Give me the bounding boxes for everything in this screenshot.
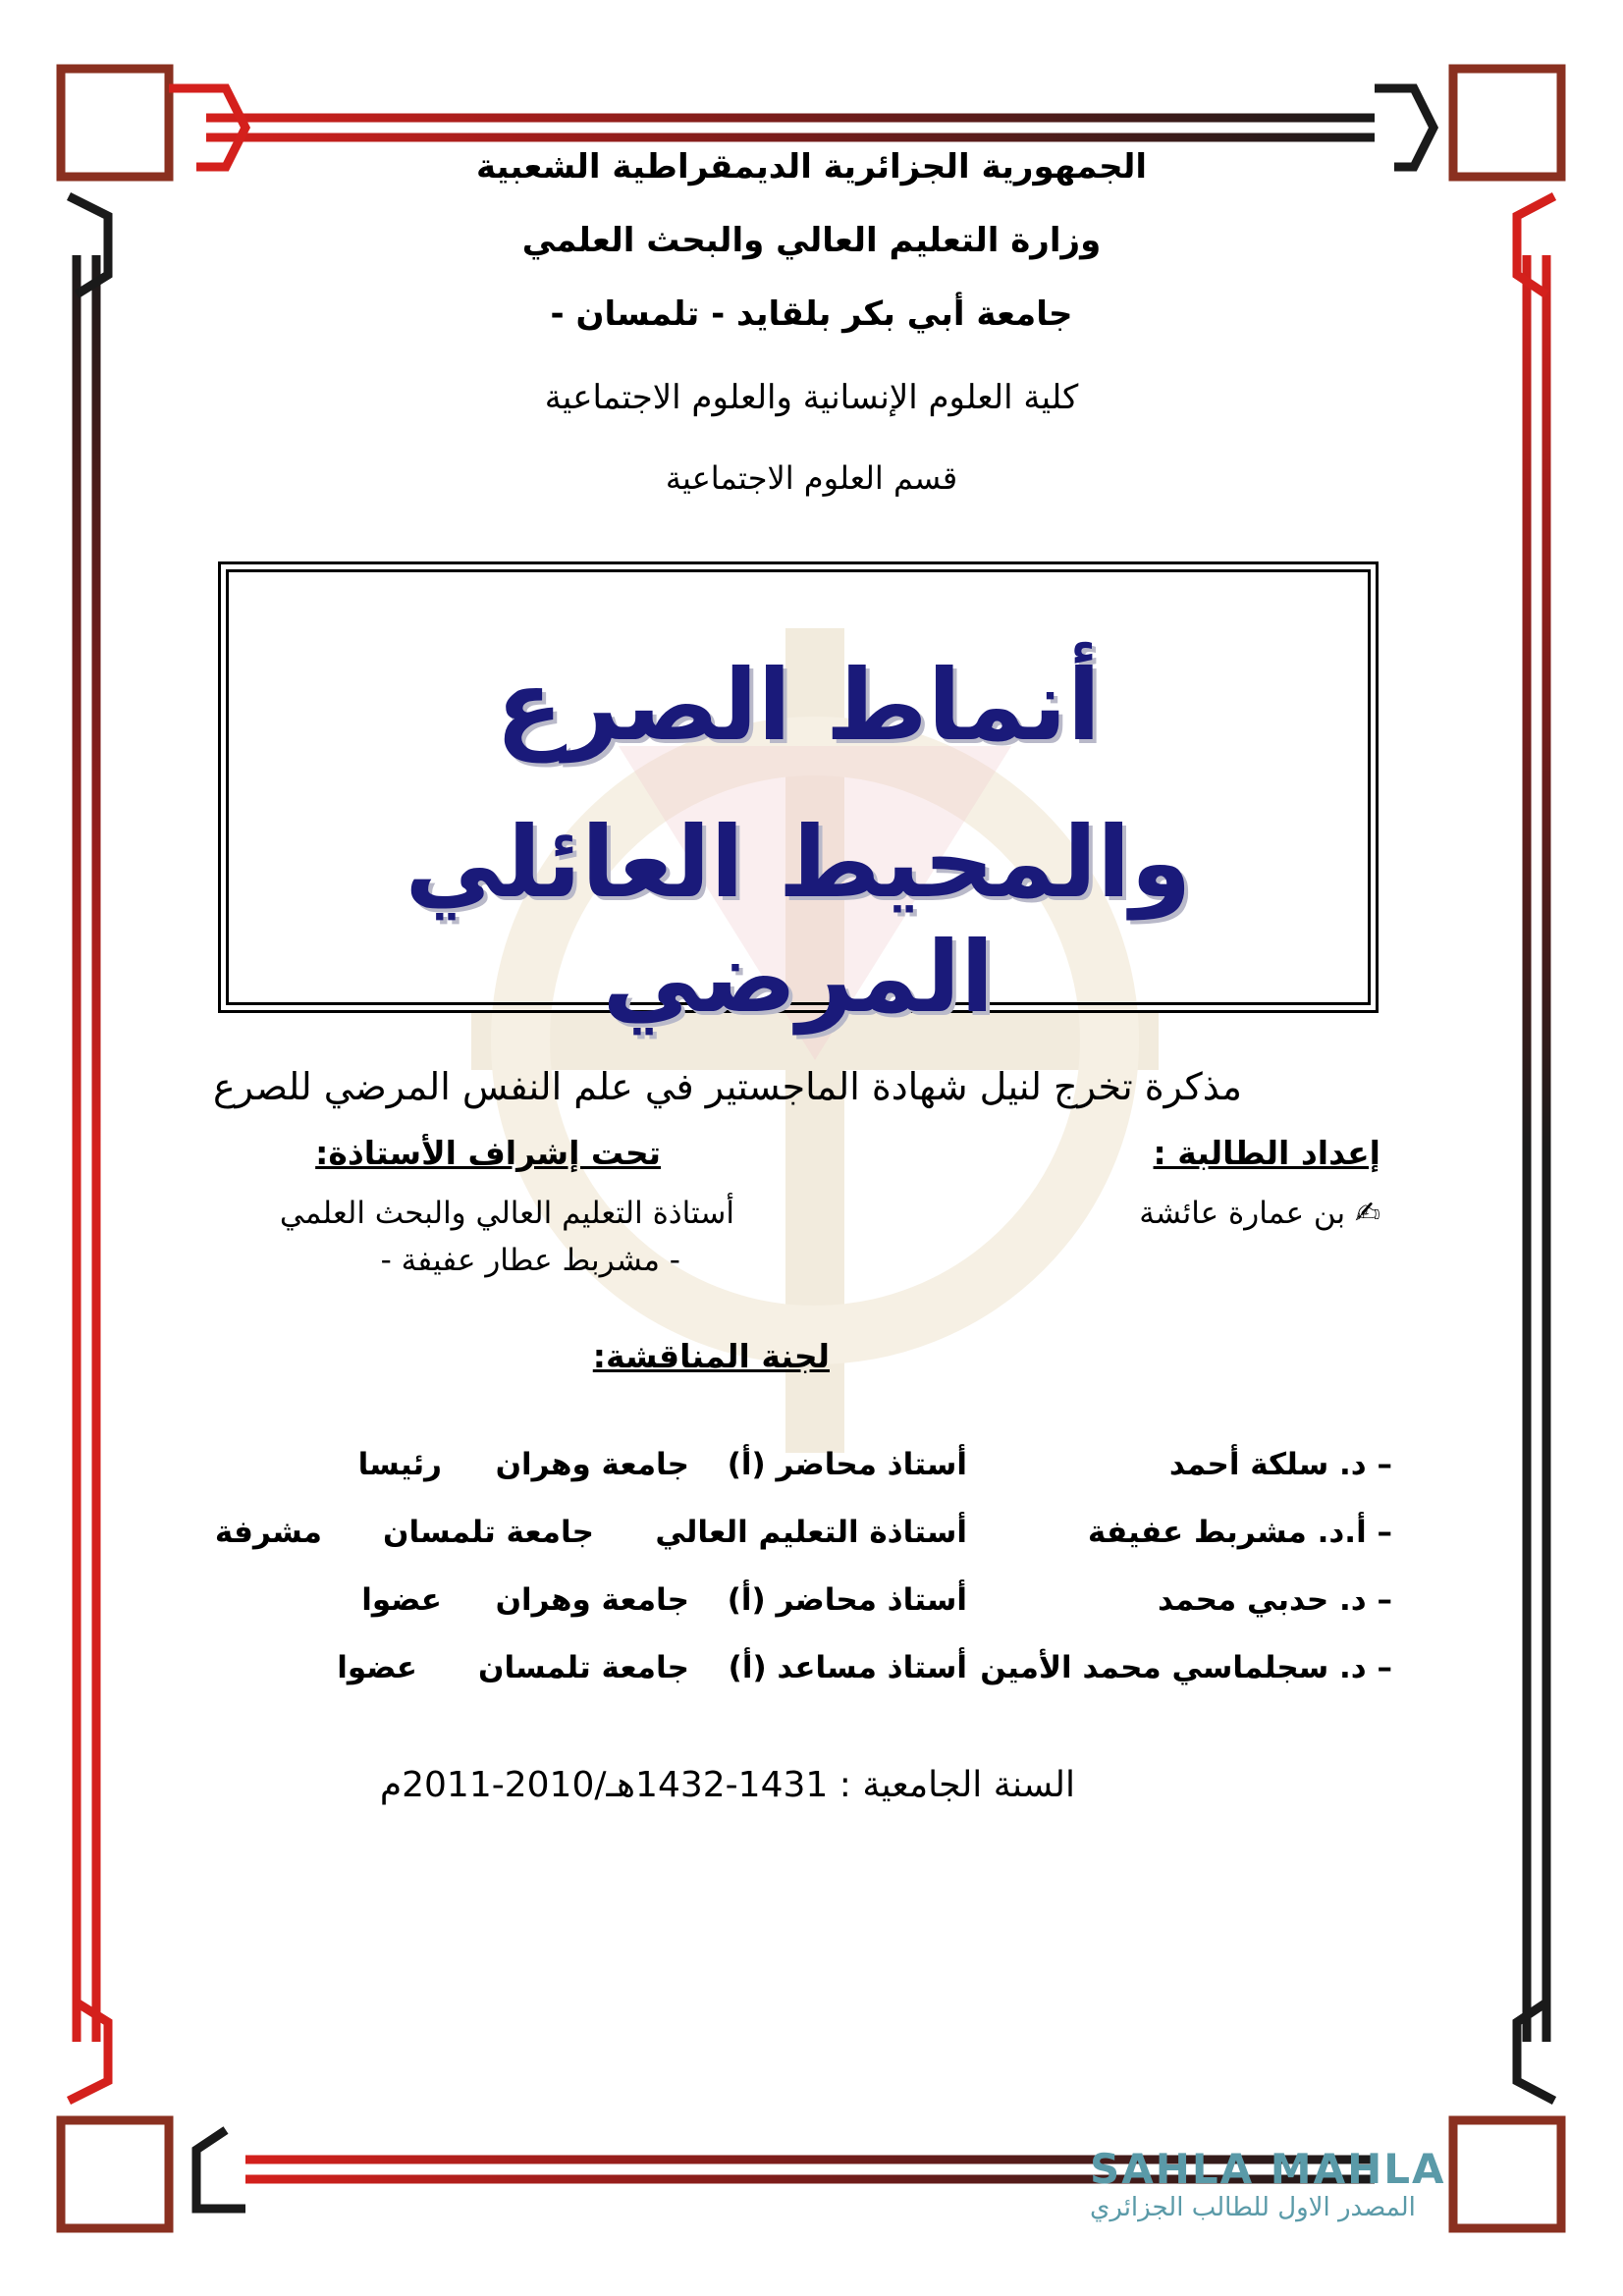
student-heading: إعداد الطالبة : [1153,1134,1380,1172]
supervisor-name: - مشربط عطار عفيفة - [380,1243,680,1278]
member-name: – أ.د. مشربط عفيفة [1087,1515,1392,1550]
member-rank: أستاذ مساعد (أ) [728,1650,967,1685]
member-rank: أستاذة التعليم العالي [655,1515,967,1550]
member-role: عضوا [361,1582,442,1618]
member-rank: أستاذ محاضر (أ) [727,1582,967,1618]
committee-heading: لجنة المناقشة: [592,1337,830,1375]
thesis-title-line1: أنماط الصرع [496,648,1101,763]
university-name: جامعة أبي بكر بلقايد - تلمسان - [550,294,1073,334]
supervisor-heading: تحت إشراف الأستاذة: [315,1134,661,1172]
ministry-name: وزارة التعليم العالي والبحث العلمي [521,221,1102,260]
member-name: – د. سجلماسي محمد الأمين [980,1650,1392,1685]
department-name: قسم العلوم الاجتماعية [665,459,958,497]
academic-year: السنة الجامعية : 1431-1432هـ/2010-2011م [379,1765,1075,1805]
sahla-mahla-logo [1090,2145,1446,2222]
member-role: عضوا [337,1650,417,1685]
member-university: جامعة تلمسان [478,1650,689,1685]
member-name: – د. حدبي محمد [1157,1582,1392,1618]
thesis-title-line2: والمحيط العائلي المرضي [405,805,1192,1035]
supervisor-rank: أستاذة التعليم العالي والبحث العلمي [279,1196,734,1231]
logo-name: SAHLA MAHLA [1090,2145,1446,2193]
student-name: بن عمارة عائشة [1139,1196,1346,1231]
member-role: مشرفة [214,1515,322,1550]
thesis-subtitle: مذكرة تخرج لنيل شهادة الماجستير في علم النفس المرضي للصرع [212,1065,1242,1108]
member-university: جامعة وهران [495,1447,689,1482]
member-name: – د. سلكة أحمد [1168,1447,1392,1482]
thesis-title-box [218,561,1379,1035]
member-rank: أستاذ محاضر (أ) [727,1447,967,1482]
faculty-name: كلية العلوم الإنسانية والعلوم الاجتماعية [544,378,1079,417]
writing-hand-icon: ✍ [1345,1196,1380,1231]
member-university: جامعة وهران [495,1582,689,1618]
logo-tagline: المصدر الاول للطالب الجزائري [1090,2193,1416,2222]
member-university: جامعة تلمسان [383,1515,594,1550]
republic-name: الجمهورية الجزائرية الديمقراطية الشعبية [476,147,1147,187]
student-name-row [1139,1196,1380,1231]
member-role: رئيسا [357,1447,442,1482]
